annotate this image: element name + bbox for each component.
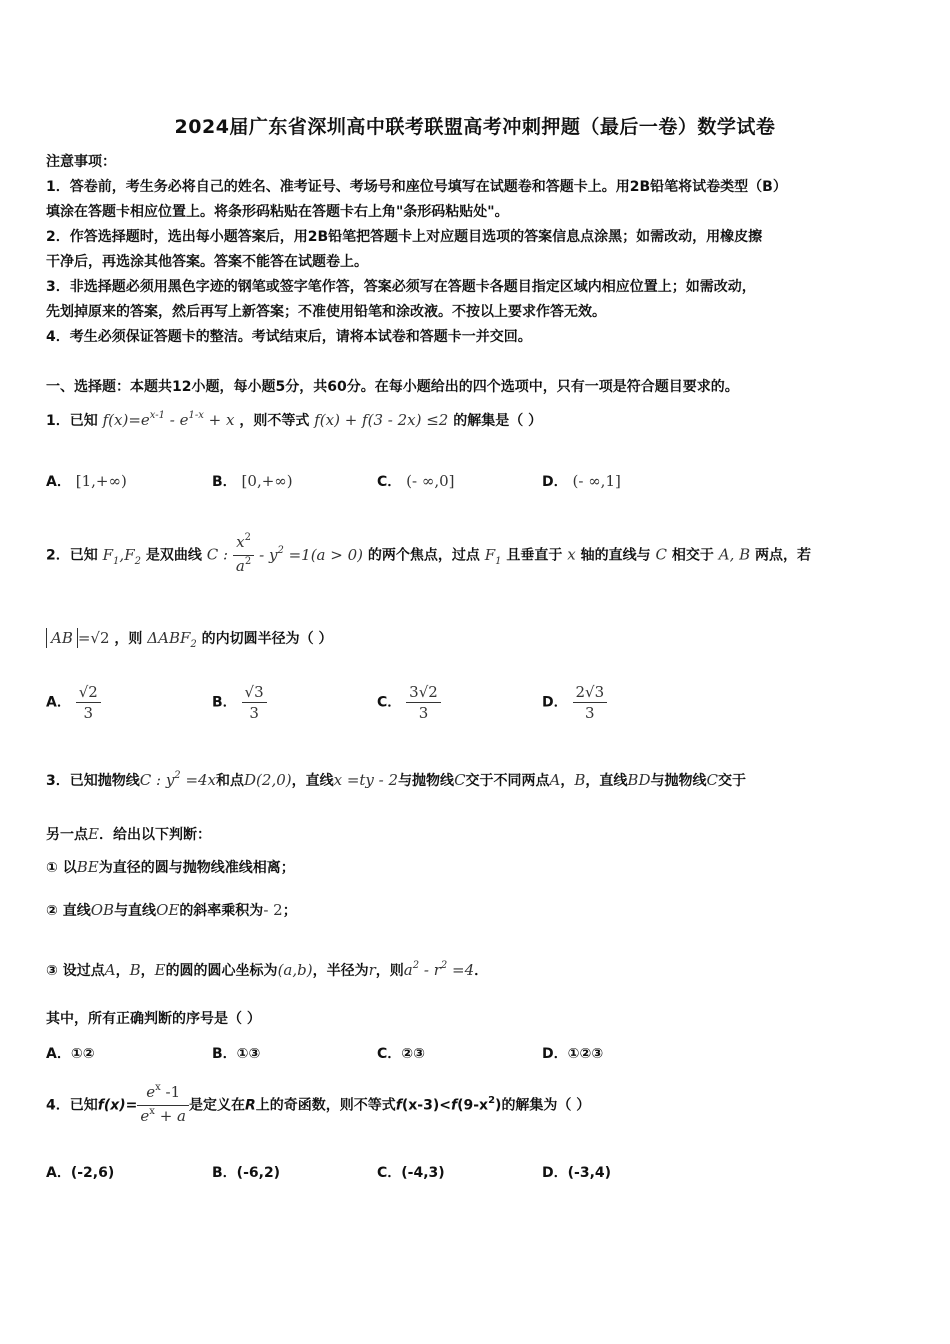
q1-inequality: f(x) + f(3 - 2x) ≤2 [314, 411, 449, 429]
q2-option-b[interactable]: B． $\frac{√3}{3}$ [212, 682, 267, 723]
q3-judgement-1: ① 以BE为直径的圆与抛物线准线相离； [46, 858, 295, 876]
question-3-cont: 另一点E．给出以下判断： [46, 825, 211, 843]
section-heading: 一、选择题：本题共12小题，每小题5分，共60分。在每小题给出的四个选项中，只有一项是符合题目要求的。 [46, 379, 739, 395]
notice-line: 1．答卷前，考生务必将自己的姓名、准考证号、考场号和座位号填写在试题卷和答题卡上。用2B铅笔将试卷类型（B） [46, 179, 787, 195]
question-1 [46, 410, 906, 433]
notice-line: 填涂在答题卡相应位置上。将条形码粘贴在答题卡右上角"条形码粘贴处"。 [46, 204, 509, 220]
page-title: 2024届广东省深圳高中联考联盟高考冲刺押题（最后一卷）数学试卷 [174, 116, 776, 138]
q3-option-b[interactable]: B．①③ [212, 1046, 261, 1062]
notice-line: 先划掉原来的答案，然后再写上新答案；不准使用铅笔和涂改液。不按以上要求作答无效。 [46, 304, 606, 320]
q1-option-b[interactable]: B． [0,+∞) [212, 472, 293, 490]
q3-option-c[interactable]: C．②③ [377, 1046, 425, 1062]
question-2: 2．已知 $F_1,F_2$ 是双曲线 C : $\frac{x^2}{a^2}$ - $y^2 =1(a > 0)$ 的两个焦点，过点 $F_1$ 且垂直于 x 轴的直线与 C 相交于 A, B 两点，若 [46, 532, 906, 576]
q1-option-c[interactable]: C． (- ∞,0] [377, 472, 455, 490]
q3-option-d[interactable]: D．①②③ [542, 1046, 604, 1062]
q2-fraction: $\frac{x^2}{a^2}$ [233, 532, 254, 579]
q1-function: $f(x)=e^{x-1} - e^{1-x} + x$ [102, 410, 235, 429]
question-4: 4．已知f(x)= $\frac{e^x -1}{e^x + a}$ 是定义在R上的奇函数，则不等式$f(x-3)<f(9-x^2)$的解集为（ ） [46, 1082, 906, 1126]
question-3: 3．已知抛物线C : $y^2 =4x$和点D(2,0)，直线x =ty - 2与抛物线C交于不同两点A，B，直线BD与抛物线C交于 [46, 770, 746, 789]
q4-option-b[interactable]: B．(-6,2) [212, 1165, 281, 1181]
q3-option-a[interactable]: A．①② [46, 1046, 95, 1062]
q4-option-c[interactable]: C．(-4,3) [377, 1165, 445, 1181]
notice-heading: 注意事项： [46, 154, 116, 170]
q4-option-d[interactable]: D．(-3,4) [542, 1165, 612, 1181]
q1-text: 的解集是（ ） [453, 413, 543, 429]
notice-line: 2．作答选择题时，选出每小题答案后，用2B铅笔把答题卡上对应题目选项的答案信息点涂黑；如需改动，用橡皮擦 [46, 229, 763, 245]
q1-option-d[interactable]: D． (- ∞,1] [542, 472, 621, 490]
q1-prefix: 1．已知 [46, 413, 98, 429]
q2-option-c[interactable]: C． $\frac{3√2}{3}$ [377, 682, 441, 723]
notice-line: 3．非选择题必须用黑色字迹的钢笔或签字笔作答，答案必须写在答题卡各题目指定区域内相应位置上；如需改动， [46, 279, 756, 295]
q3-judgement-2: ② 直线OB与直线OE的斜率乘积为- 2； [46, 901, 297, 919]
q1-option-a[interactable]: A． [1,+∞) [46, 472, 127, 490]
question-2-cont: AB =√2 ，则 $\Delta ABF_2$ 的内切圆半径为（ ） [46, 628, 906, 651]
q1-text: ，则不等式 [239, 413, 310, 429]
q3-question: 其中，所有正确判断的序号是（ ） [46, 1011, 261, 1027]
q4-option-a[interactable]: A．(-2,6) [46, 1165, 115, 1181]
q3-judgement-3: ③ 设过点A，B，E的圆的圆心坐标为(a,b)，半径为r，则$a^2 - r^2 =4$． [46, 960, 489, 979]
q4-fraction: $\frac{e^x -1}{e^x + a}$ [137, 1082, 189, 1129]
notice-line: 4．考生必须保证答题卡的整洁。考试结束后，请将本试卷和答题卡一并交回。 [46, 329, 532, 345]
notice-line: 干净后，再选涂其他答案。答案不能答在试题卷上。 [46, 254, 368, 270]
q2-option-d[interactable]: D． $\frac{2√3}{3}$ [542, 682, 607, 723]
q2-option-a[interactable]: A． $\frac{√2}{3}$ [46, 682, 101, 723]
